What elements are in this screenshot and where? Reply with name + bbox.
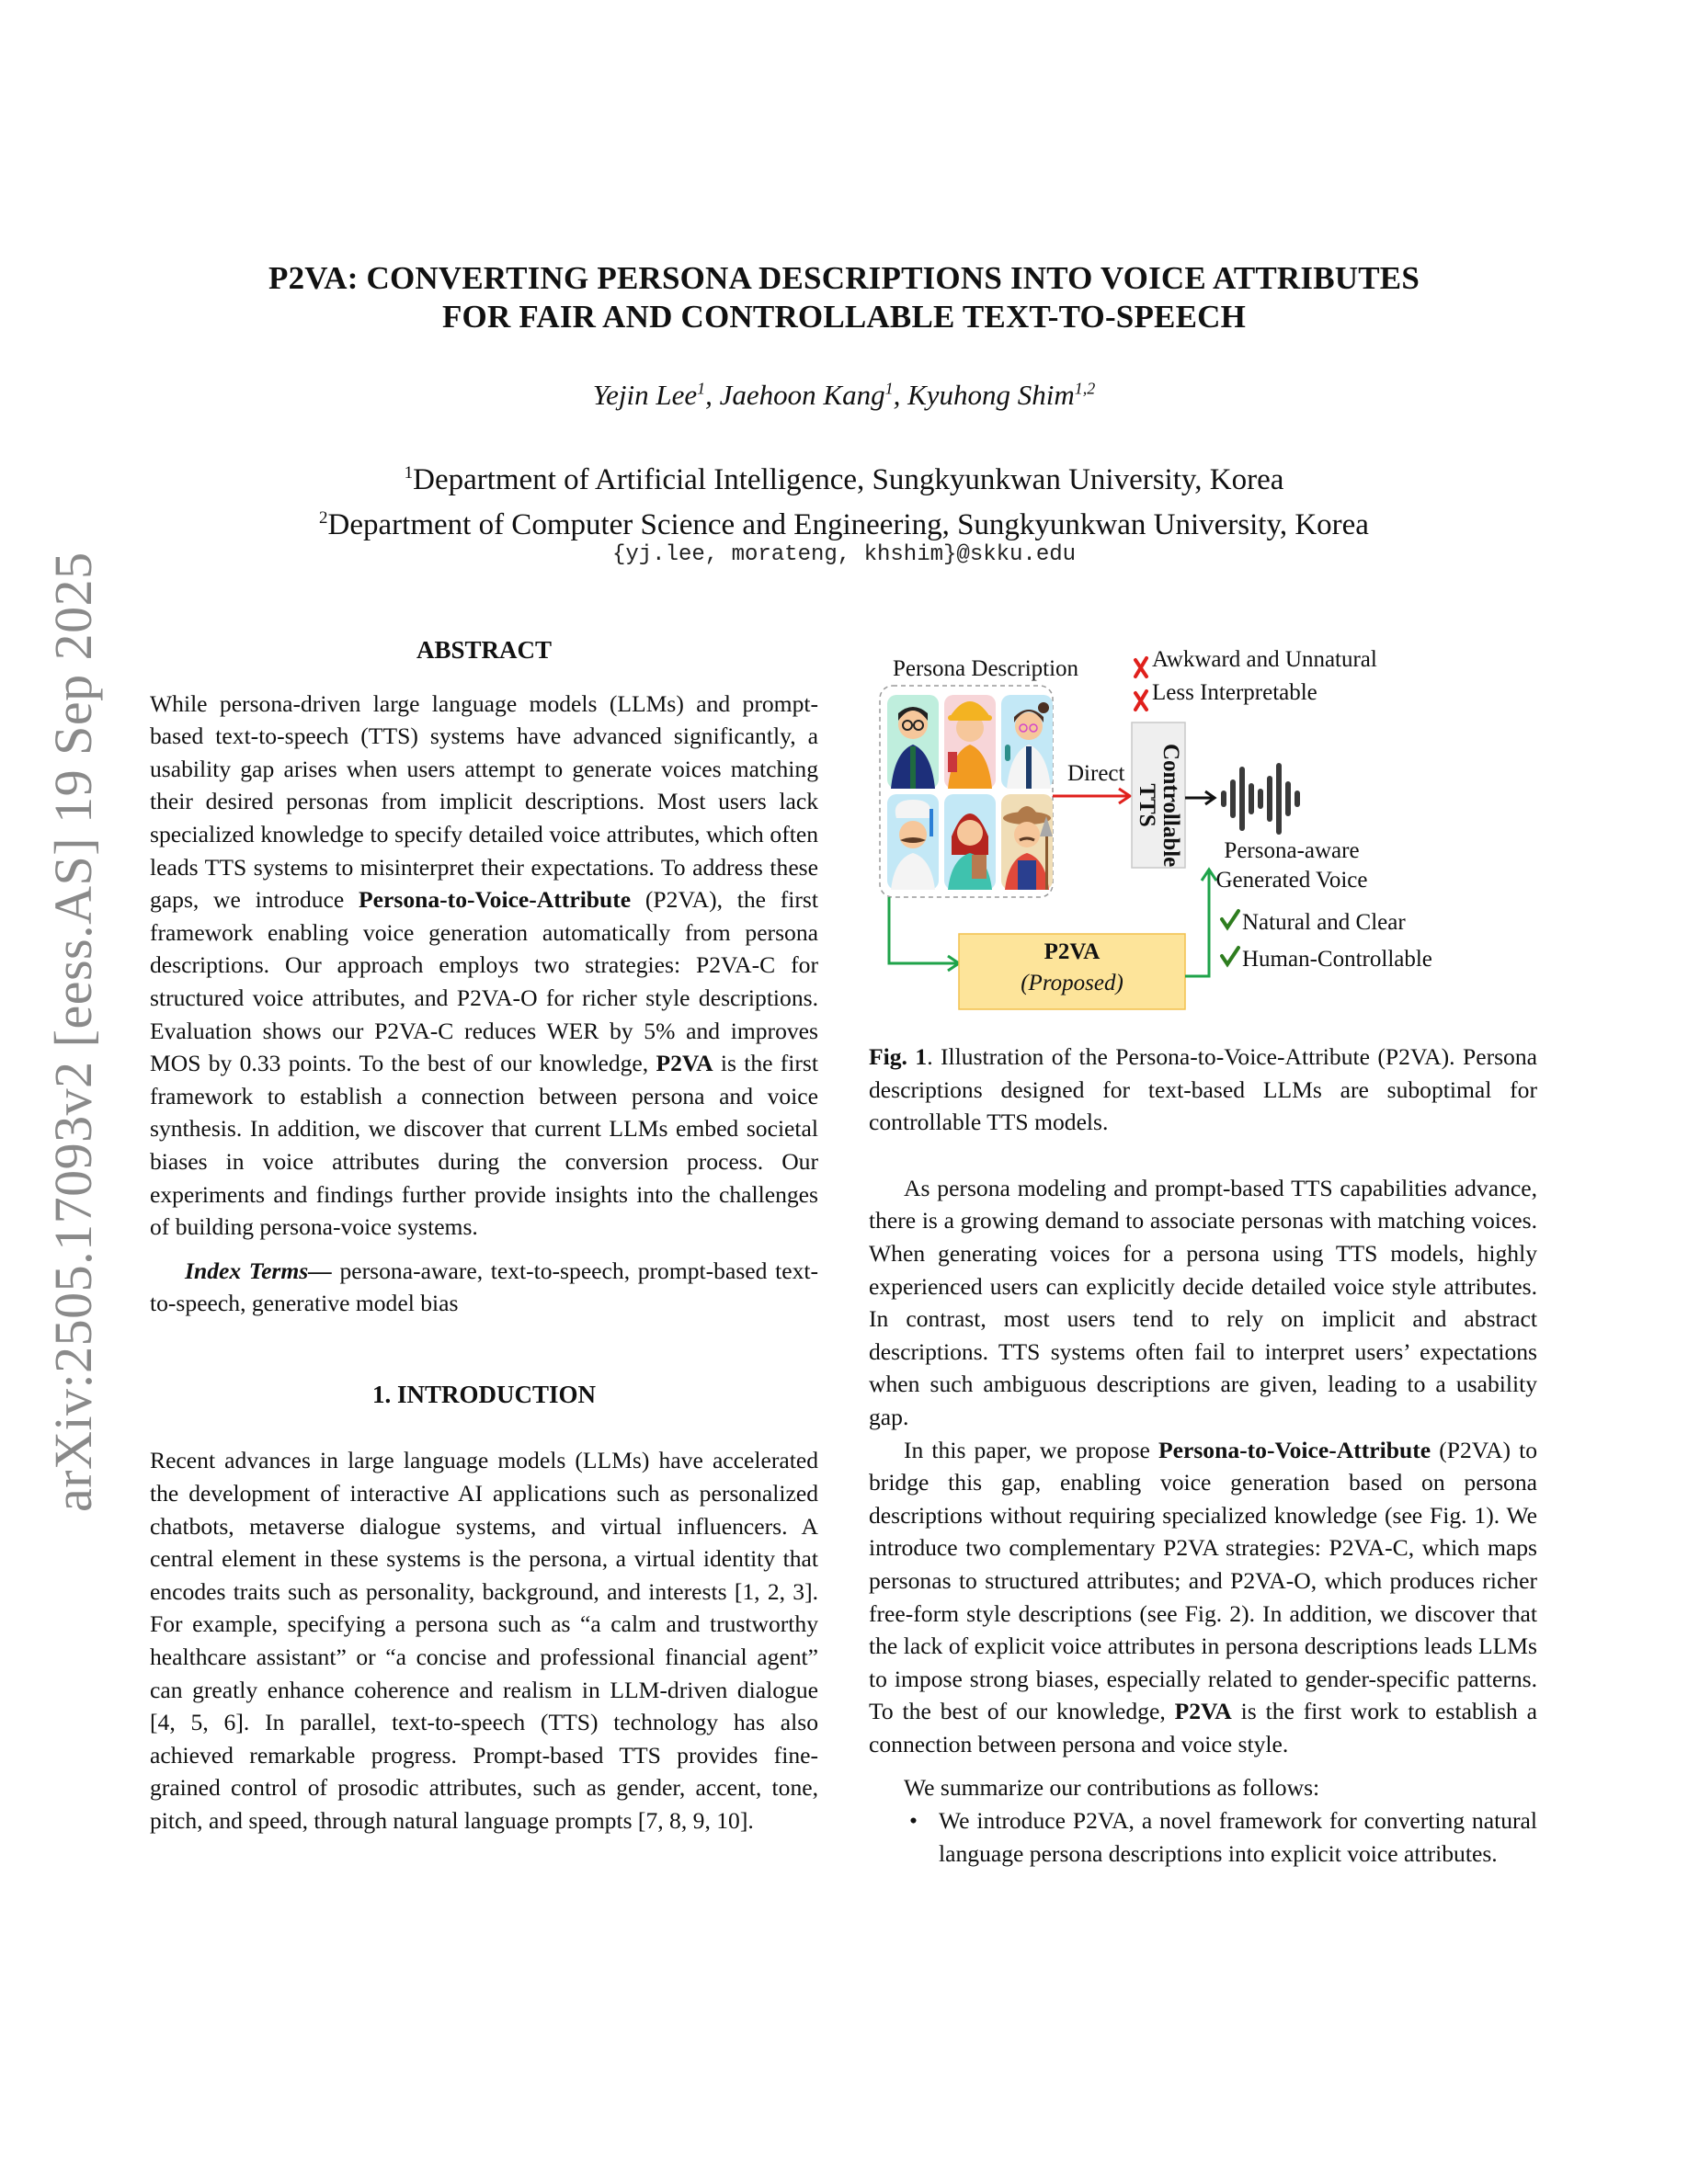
abstract-text: While persona-driven large language models (LLMs) and prompt-based text-to-speech (TTS) systems have advanced significantly, a usability gap arises when users attempt to generate voices matching their desired personas from implicit descriptions. Most users lack specialized knowledge to specify detailed voice attributes, which often leads TTS systems to misinterpret their expectations. To address these gaps, we introduce bbox=[150, 689, 818, 914]
title-line-2: FOR FAIR AND CONTROLLABLE TEXT-TO-SPEECH bbox=[441, 299, 1247, 335]
para-text: In this paper, we propose bbox=[904, 1436, 1158, 1463]
abstract-body bbox=[150, 688, 818, 1244]
affil-sup: 1 bbox=[404, 463, 414, 483]
persona-description-label: Persona Description bbox=[893, 656, 1079, 681]
p2va-box-title: P2VA bbox=[1044, 939, 1101, 964]
negative-point-1: Awkward and Unnatural bbox=[1152, 647, 1377, 672]
tts-label-line-1: Controllable bbox=[1158, 744, 1183, 868]
persona-firefighter-icon bbox=[944, 695, 996, 789]
figure-1 bbox=[869, 643, 1537, 1029]
check-icon bbox=[1222, 948, 1238, 964]
arxiv-stamp: arXiv:2505.17093v2 [eess.AS] 19 Sep 2025 bbox=[43, 552, 103, 1512]
affil-sup: 2 bbox=[319, 508, 328, 528]
author-name: Kyuhong Shim bbox=[907, 379, 1075, 411]
intro-paragraph-2: As persona modeling and prompt-based TTS capabilities advance, there is a growing demand to associate personas with matching voices. When generating voices for a persona using TTS models, highly experienced users can explicitly decide detailed voice style attributes. In contrast, most users tend to rely on implicit and abstract descriptions. TTS systems often fail to interpret users’ expectations when such ambiguous descriptions are given, leading to a usability gap. bbox=[869, 1174, 1537, 1430]
abstract-bold-term: P2VA bbox=[656, 1050, 713, 1077]
affiliation-1 bbox=[0, 454, 1688, 499]
contributions-list bbox=[869, 1804, 1537, 1870]
author-affil-sup: 1,2 bbox=[1074, 379, 1096, 398]
affiliations bbox=[0, 454, 1688, 544]
positive-point-1: Natural and Clear bbox=[1242, 910, 1406, 935]
author-affil-sup: 1 bbox=[884, 379, 894, 398]
introduction-heading: 1. INTRODUCTION bbox=[371, 1380, 597, 1408]
direct-label: Direct bbox=[1067, 761, 1125, 786]
output-label-line-2: Generated Voice bbox=[1215, 868, 1368, 893]
abstract-bold-term: Persona-to-Voice-Attribute bbox=[359, 886, 632, 914]
affiliation-2 bbox=[0, 499, 1688, 544]
abstract-heading: ABSTRACT bbox=[416, 636, 553, 664]
intro-paragraph-3 bbox=[869, 1434, 1537, 1761]
left-column bbox=[150, 634, 818, 1837]
output-voice-label bbox=[1200, 836, 1384, 895]
right-column bbox=[869, 1041, 1537, 1870]
tts-label-line-2: TTS bbox=[1135, 783, 1159, 827]
paper-title bbox=[0, 259, 1688, 336]
figure-1-caption bbox=[869, 1041, 1537, 1139]
author-name: Yejin Lee bbox=[592, 379, 698, 411]
author-list: Yejin Lee$^1$, Jaehoon Kang$^1$, Kyuhong Shim$^{1,2}$ bbox=[592, 379, 1096, 411]
contribution-item: • We introduce P2VA, a novel framework for converting natural language persona descriptions into explicit voice attributes. bbox=[904, 1804, 1537, 1870]
index-terms bbox=[150, 1255, 818, 1320]
cross-icon bbox=[1135, 658, 1146, 677]
persona-chef-icon bbox=[887, 794, 939, 890]
persona-nurse-icon bbox=[944, 794, 996, 890]
negative-point-2: Less Interpretable bbox=[1152, 680, 1317, 705]
contributions-intro: We summarize our contributions as follows: bbox=[904, 1774, 1320, 1802]
persona-businessman-icon bbox=[887, 695, 939, 789]
cross-icon bbox=[1135, 691, 1146, 710]
caption-text: . Illustration of the Persona-to-Voice-Attribute (P2VA). Persona descriptions designed for text-based LLMs are suboptimal for controllable TTS models. bbox=[869, 1043, 1538, 1136]
intro-paragraph-1: Recent advances in large language models (LLMs) have accelerated the development of interactive AI applications such as personalized chatbots, metaverse dialogue systems, and virtual influencers. A central element in these systems is the persona, a virtual identity that encodes traits such as personality, background, and interests [1, 2, 3]. For example, specifying a persona such as “a calm and trustworthy healthcare assistant” or “a concise and professional financial agent” can greatly enhance coherence and realism in LLM-driven dialogue [4, 5, 6]. In parallel, text-to-speech (TTS) technology has also achieved remarkable progress. Prompt-based TTS provides fine-grained control of prosodic attributes, such as gender, accent, tone, pitch, and speed, through natural language prompts [7, 8, 9, 10]. bbox=[150, 1447, 818, 1834]
title-line-1: P2VA: CONVERTING PERSONA DESCRIPTIONS INTO VOICE ATTRIBUTES bbox=[268, 260, 1420, 296]
para-bold-term: Persona-to-Voice-Attribute bbox=[1158, 1436, 1431, 1463]
affil-text: Department of Computer Science and Engineering, Sungkyunkwan University, Korea bbox=[327, 508, 1369, 541]
para-text: is the first work to establish a connection between persona and voice style. bbox=[869, 1698, 1537, 1757]
caption-label: Fig. 1 bbox=[869, 1043, 928, 1070]
tts-box-label bbox=[1135, 744, 1182, 867]
affil-text: Department of Artificial Intelligence, Sungkyunkwan University, Korea bbox=[413, 463, 1284, 496]
positive-point-2: Human-Controllable bbox=[1242, 947, 1432, 972]
para-text: (P2VA) to bridge this gap, enabling voice generation based on persona descriptions without requiring specialized knowledge (see Fig. 1). We introduce two complementary P2VA strategies: P2VA-C, which maps personas to structured attributes; and P2VA-O, which produces richer free-form style descriptions (see Fig. 2). In addition, we discover that the lack of explicit voice attributes in persona descriptions leads LLMs to impose strong biases, especially related to gender-specific patterns. To the best of our knowledge, bbox=[869, 1436, 1537, 1725]
persona-scientist-icon bbox=[1001, 695, 1053, 789]
abstract-text: (P2VA), the first framework enabling voice generation automatically from persona descriptions. Our approach employs two strategies: P2VA-C for structured voice attributes, and P2VA-O for richer style descriptions. Evaluation shows our P2VA-C reduces WER by 5% and improves MOS by 0.33 points. To the best of our knowledge, bbox=[150, 886, 818, 1077]
persona-farmer-icon bbox=[1001, 794, 1053, 890]
author-name: Jaehoon Kang bbox=[719, 379, 885, 411]
output-label-line-1: Persona-aware bbox=[1224, 838, 1360, 863]
abstract-text: is the first framework to establish a connection between persona and voice synthesis. In addition, we discover that current LLMs embed societal biases in voice attributes during the conversion process. Our experiments and findings further provide insights into the challenges of building persona-voice systems. bbox=[150, 1050, 818, 1241]
author-emails: {yj.lee, morateng, khshim}@skku.edu bbox=[611, 542, 1077, 567]
index-terms-label: Index Terms— bbox=[185, 1257, 332, 1284]
p2va-box-subtitle: (Proposed) bbox=[1021, 971, 1123, 995]
author-affil-sup: 1 bbox=[697, 379, 706, 398]
para-bold-term: P2VA bbox=[1174, 1698, 1232, 1725]
sound-wave-icon bbox=[1221, 763, 1300, 835]
check-icon bbox=[1222, 911, 1238, 927]
index-terms-text: persona-aware, text-to-speech, prompt-based text-to-speech, generative model bias bbox=[150, 1257, 818, 1317]
